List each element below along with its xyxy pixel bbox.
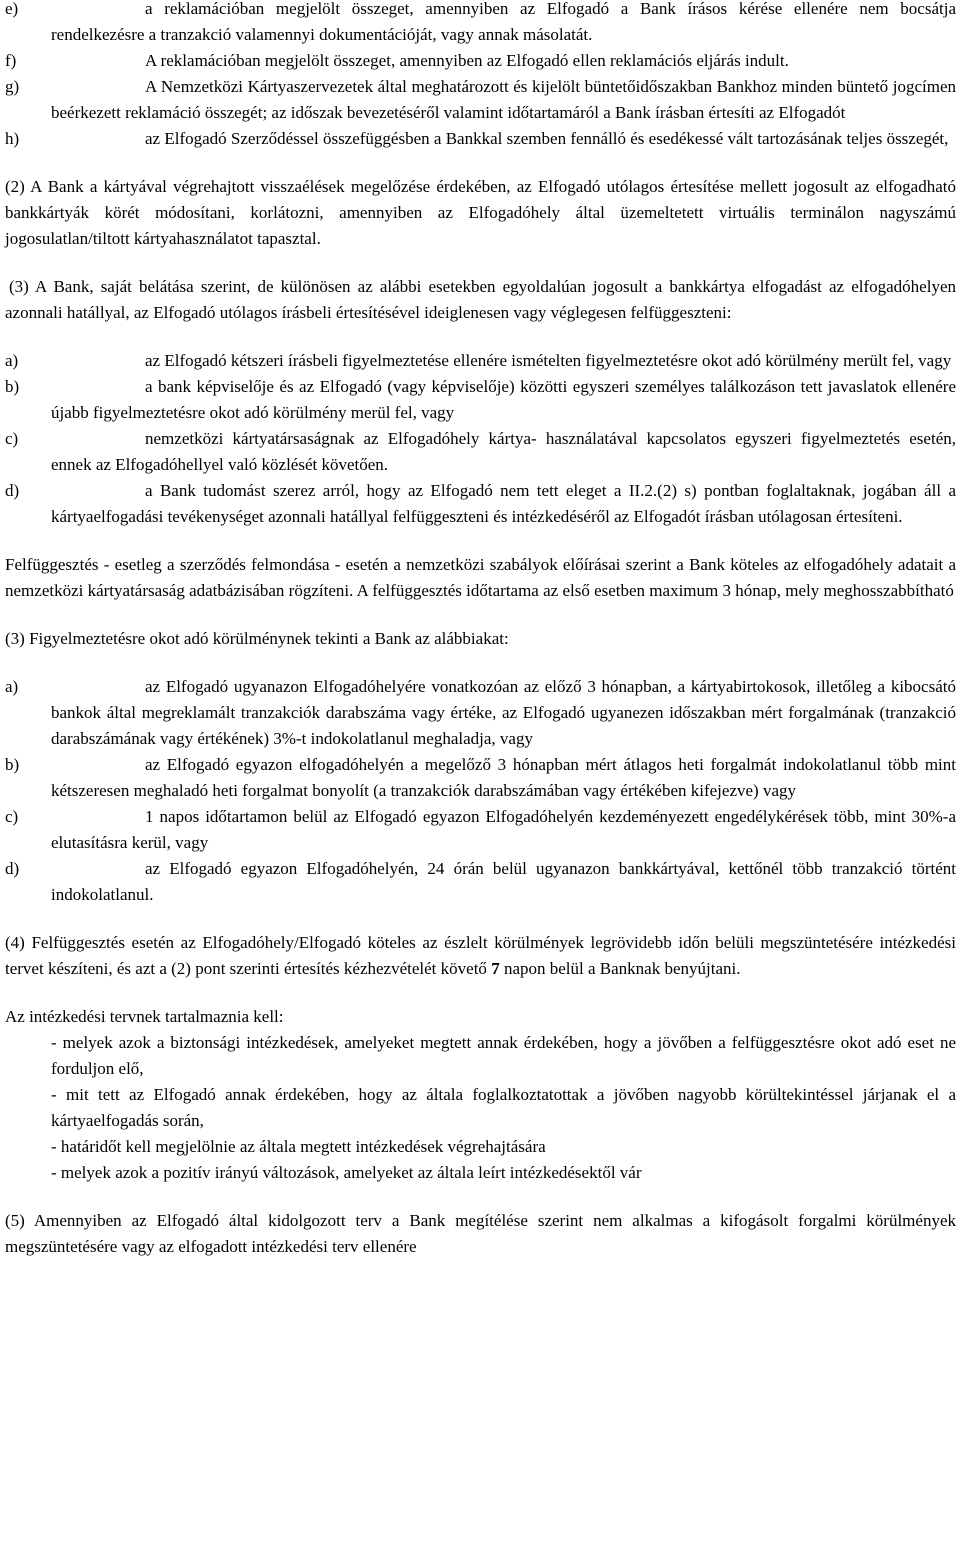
list-item-b bbox=[5, 752, 956, 804]
plan-intro: Az intézkedési tervnek tartalmaznia kell: bbox=[5, 1007, 284, 1026]
list-marker: a) bbox=[5, 351, 19, 370]
list-marker: b) bbox=[5, 377, 20, 396]
list-item-text: 1 napos időtartamon belül az Elfogadó egyazon Elfogadóhelyén kezdeményezett engedélykérések több, mint 30%-a elutasításra kerül, vagy bbox=[51, 807, 956, 852]
paragraph-4 bbox=[5, 930, 956, 982]
list-item-text: az Elfogadó Szerződéssel összefüggésben a Bankkal szemben fennálló és esedékessé vált tartozásának teljes összegét, bbox=[145, 129, 949, 148]
list-item-c bbox=[5, 804, 956, 856]
list-item-text: a Bank tudomást szerez arról, hogy az Elfogadó nem tett eleget a II.2.(2) s) pontban foglaltaknak, jogában áll a kártyaelfogadási tevékenységet azonnali hatállyal felfüggeszteni és intézkedéséről az Elfogadót írásban utólagosan értesíteni. bbox=[51, 481, 956, 526]
list-item-d bbox=[5, 478, 956, 530]
list-item-f bbox=[5, 48, 956, 74]
list-item-d bbox=[5, 856, 956, 908]
list-marker: e) bbox=[5, 0, 19, 18]
list-item-c bbox=[5, 426, 956, 478]
list-block-3 bbox=[5, 348, 956, 530]
paragraph-4-tail: napon belül a Banknak benyújtani. bbox=[499, 959, 741, 978]
list-marker: d) bbox=[5, 859, 20, 878]
list-marker: b) bbox=[5, 755, 20, 774]
list-item-text: nemzetközi kártyatársaságnak az Elfogadóhely kártya- használatával kapcsolatos egyszeri figyelmeztetés esetén, ennek az Elfogadóhellyel való közlését követően. bbox=[51, 429, 956, 474]
plan-item: - melyek azok a pozitív irányú változások, amelyeket az általa leírt intézkedésektől vár bbox=[51, 1163, 642, 1182]
plan-list bbox=[5, 1030, 956, 1186]
list-marker: h) bbox=[5, 129, 20, 148]
list-item-g bbox=[5, 74, 956, 126]
list-marker: g) bbox=[5, 77, 20, 96]
list-marker: a) bbox=[5, 677, 19, 696]
list-marker: f) bbox=[5, 51, 17, 70]
document-page bbox=[5, 0, 956, 1260]
list-item-text: A Nemzetközi Kártyaszervezetek által meghatározott és kijelölt büntetőidőszakban Bankhoz minden büntető jogcímen beérkezett reklamáció összegét; az időszak bevezetéséről valamint időtartamáról a Bank írásban értesíti az Elfogadót bbox=[51, 77, 956, 122]
list-item-text: a bank képviselője és az Elfogadó (vagy képviselője) közötti egyszeri személyes találkozáson tett javaslatok ellenére újabb figyelmeztetésre okot adó körülmény merül fel, vagy bbox=[51, 377, 956, 422]
list-item-text: a reklamációban megjelölt összeget, amennyiben az Elfogadó a Bank írásos kérése ellenére nem bocsátja rendelkezésre a tranzakció valamennyi dokumentációját, vagy annak másolatát. bbox=[51, 0, 956, 44]
list-item-text: az Elfogadó egyazon Elfogadóhelyén, 24 órán belül ugyanazon bankkártyával, kettőnél több tranzakció történt indokolatlanul. bbox=[51, 859, 956, 904]
paragraph-5: (5) Amennyiben az Elfogadó által kidolgozott terv a Bank megítélése szerint nem alkalmas a kifogásolt forgalmi körülmények megszüntetésére vagy az elfogadott intézkedési terv ellenére bbox=[5, 1211, 956, 1256]
paragraph-2: (2) A Bank a kártyával végrehajtott visszaélések megelőzése érdekében, az Elfogadó utólagos értesítése mellett jogosult az elfogadható bankkártyák körét módosítani, korlátozni, amennyiben az Elfogadóhely által üzemeltetett virtuális terminálon nagyszámú jogosulatlan/tiltott kártyahasználatot tapasztal. bbox=[5, 177, 956, 248]
list-marker: d) bbox=[5, 481, 20, 500]
paragraph-warning-intro: (3) Figyelmeztetésre okot adó körülménynek tekinti a Bank az alábbiakat: bbox=[5, 629, 509, 648]
paragraph-suspension: Felfüggesztés - esetleg a szerződés felmondása - esetén a nemzetközi szabályok előírásai szerint a Bank köteles az elfogadóhely adatait a nemzetközi kártyatársaság adatbázisában rögzíteni. A felfüggesztés időtartama az első esetben maximum 3 hónap, mely meghosszabbítható bbox=[5, 555, 956, 600]
list-item-a bbox=[5, 348, 956, 374]
list-item-a bbox=[5, 674, 956, 752]
list-item-text: az Elfogadó ugyanazon Elfogadóhelyére vonatkozóan az előző 3 hónapban, a kártyabirtokosok, illetőleg a kibocsátó bankok által megreklamált tranzakciók darabszáma vagy értéke, az Elfogadó ugyanezen időszakban mért forgalmának (tranzakció darabszámának vagy értékének) 3%-t indokolatlanul meghaladja, vagy bbox=[51, 677, 956, 748]
list-marker: c) bbox=[5, 429, 19, 448]
list-item-text: A reklamációban megjelölt összeget, amennyiben az Elfogadó ellen reklamációs eljárás indult. bbox=[145, 51, 789, 70]
list-item-b bbox=[5, 374, 956, 426]
paragraph-4-deadline-days: 7 bbox=[491, 959, 500, 978]
list-marker: c) bbox=[5, 807, 19, 826]
list-item-text: az Elfogadó kétszeri írásbeli figyelmeztetése ellenére ismételten figyelmeztetésre okot adó körülmény merült fel, vagy bbox=[145, 351, 952, 370]
plan-item: - melyek azok a biztonsági intézkedések, amelyeket megtett annak érdekében, hogy a jövőben a felfüggesztésre okot adó eset ne forduljon elő, bbox=[51, 1033, 956, 1078]
plan-item: - mit tett az Elfogadó annak érdekében, hogy az általa foglalkoztatottak a jövőben nagyobb körültekintéssel járjanak el a kártyaelfogadás során, bbox=[51, 1085, 956, 1130]
list-item-e bbox=[5, 0, 956, 48]
plan-item: - határidőt kell megjelölnie az általa megtett intézkedések végrehajtására bbox=[51, 1137, 546, 1156]
list-item-h bbox=[5, 126, 956, 152]
paragraph-3: (3) A Bank, saját belátása szerint, de különösen az alábbi esetekben egyoldalúan jogosult a bankkártya elfogadást az elfogadóhelyen azonnali hatállyal, az Elfogadó utólagos írásbeli értesítésével ideiglenesen vagy véglegesen felfüggeszteni: bbox=[5, 277, 956, 322]
list-block-warning bbox=[5, 674, 956, 908]
list-block-1 bbox=[5, 0, 956, 152]
paragraph-4-text: (4) Felfüggesztés esetén az Elfogadóhely/Elfogadó köteles az észlelt körülmények legrövidebb időn belüli megszüntetésére intézkedési tervet készíteni, és azt a (2) pont szerinti értesítés kézhezvételét követő bbox=[5, 933, 956, 978]
list-item-text: az Elfogadó egyazon elfogadóhelyén a megelőző 3 hónapban mért átlagos heti forgalmát indokolatlanul több mint kétszeresen meghaladó heti forgalmat bonyolít (a tranzakciók darabszámában vagy értékében kifejezve) vagy bbox=[51, 755, 956, 800]
